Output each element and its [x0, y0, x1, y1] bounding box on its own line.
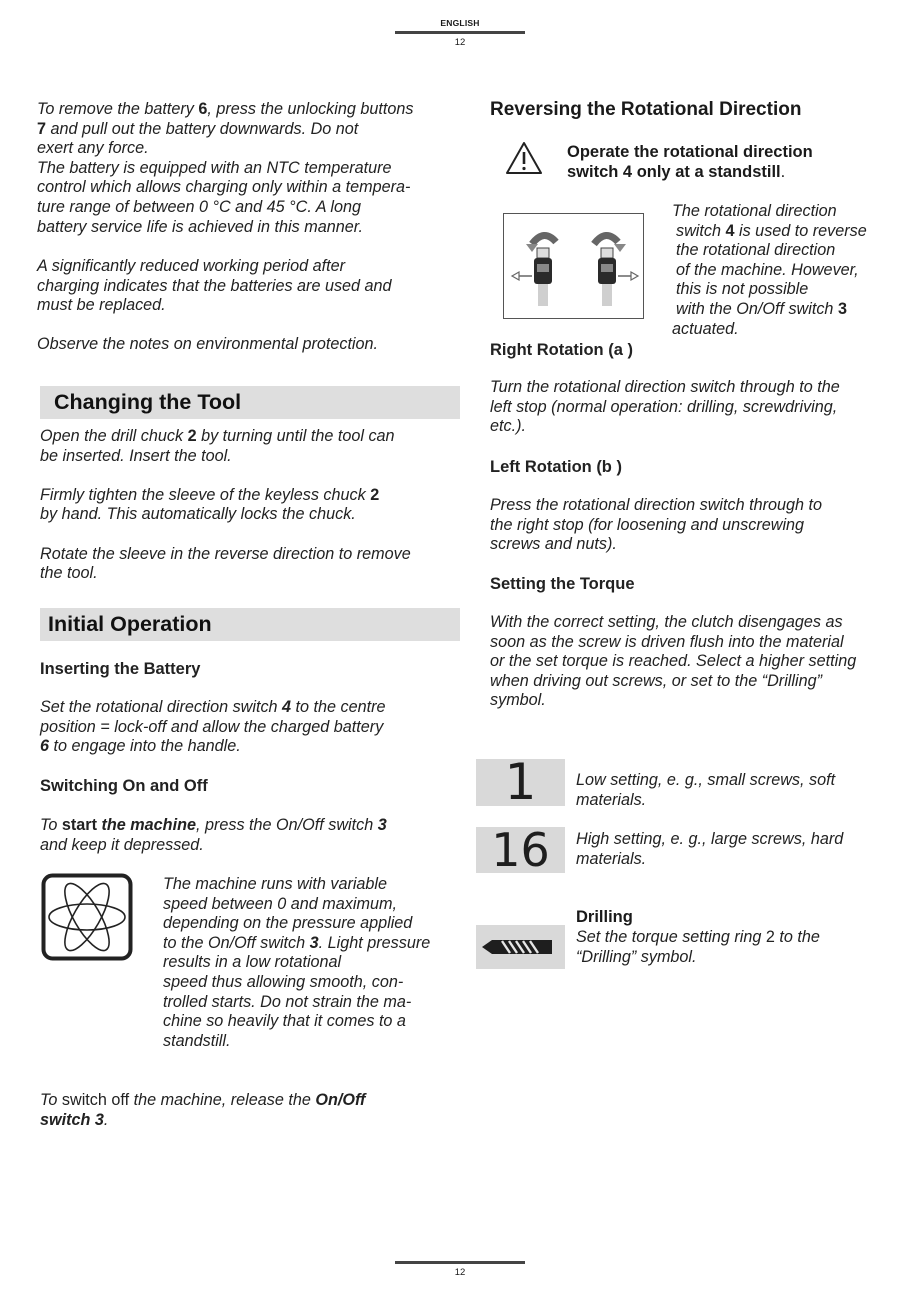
- reversing-heading: Reversing the Rotational Direction: [490, 99, 802, 120]
- rotation-direction-illustration: [503, 213, 644, 319]
- battery-removal-text: To remove the battery 6, press the unlocking buttons 7 and pull out the battery downwards. Do not exert any force. The battery is equipped with an NTC temperature control which allows charging only within a tempera- ture range of between 0 °C and 45 °C. A long battery service life is achieved in this manner.: [37, 100, 414, 236]
- switching-text: To start the machine, press the On/Off switch 3 and keep it depressed.: [40, 816, 387, 854]
- footer-page-number: 12: [454, 1267, 466, 1278]
- drilling-heading: Drilling: [576, 908, 633, 926]
- reduced-period-text: A significantly reduced working period after charging indicates that the batteries are used and must be replaced.: [37, 257, 392, 315]
- header-page-number: 12: [454, 37, 466, 48]
- rotation-switch-text: The rotational direction switch 4 is used to reverse the rotational direction of the machine. However, this is not possible with the On/Off switch 3 actuated.: [672, 202, 867, 338]
- torque-setting-low-box: 1: [476, 759, 565, 806]
- torque-heading: Setting the Torque: [490, 575, 635, 593]
- environment-note: Observe the notes on environmental protection.: [37, 335, 379, 353]
- torque-setting-low-text: Low setting, e. g., small screws, soft materials.: [576, 771, 836, 809]
- switch-off-text: To switch off the machine, release the On/Off switch 3.: [40, 1091, 366, 1129]
- page-footer: [395, 1261, 525, 1278]
- right-rotation-text: Turn the rotational direction switch through to the left stop (normal operation: drilling, screwdriving, etc.).: [490, 378, 840, 436]
- changing-tool-text: Open the drill chuck 2 by turning until the tool can be inserted. Insert the tool. Firmly tighten the sleeve of the keyless chuck 2 by hand. This automatically locks the chuck. Rotate the sleeve in the reverse direction to remove the tool.: [40, 427, 411, 583]
- section-heading-initial-operation: Initial Operation: [40, 608, 460, 641]
- torque-text: With the correct setting, the clutch disengages as soon as the screw is driven flush into the material or the set torque is reached. Select a higher setting when driving out screws, or set to the “Drilling” symbol.: [490, 613, 857, 710]
- variable-speed-text: The machine runs with variable speed between 0 and maximum, depending on the pressure applied to the On/Off switch 3. Light pressure results in a low rotational speed thus allowing smooth, con- trolled starts. Do not strain the ma- chine so heavily that it comes to a standstill.: [163, 875, 431, 1050]
- inserting-battery-text: Set the rotational direction switch 4 to the centre position = lock-off and allow the charged battery 6 to engage into the handle.: [40, 698, 386, 756]
- page-header: [395, 18, 525, 48]
- switching-heading: Switching On and Off: [40, 777, 208, 795]
- warning-icon: [505, 141, 543, 175]
- torque-setting-high-text: High setting, e. g., large screws, hard materials.: [576, 830, 844, 868]
- warning-text: Operate the rotational direction switch 4 only at a standstill.: [567, 143, 813, 181]
- header-rule: [395, 31, 525, 34]
- drilling-symbol-box: [476, 925, 565, 969]
- section-heading-changing-tool: Changing the Tool: [40, 386, 460, 419]
- inserting-battery-heading: Inserting the Battery: [40, 660, 201, 678]
- footer-rule: [395, 1261, 525, 1264]
- drilling-text: Set the torque setting ring 2 to the “Drilling” symbol.: [576, 928, 820, 966]
- drill-bit-icon: [476, 925, 565, 969]
- left-rotation-text: Press the rotational direction switch through to the right stop (for loosening and unscrewing screws and nuts).: [490, 496, 823, 554]
- right-rotation-heading: Right Rotation (a ): [490, 341, 633, 359]
- left-rotation-heading: Left Rotation (b ): [490, 458, 622, 476]
- torque-setting-high-box: 16: [476, 827, 565, 873]
- variable-speed-icon: [41, 873, 133, 961]
- language-label: ENGLISH: [440, 18, 480, 28]
